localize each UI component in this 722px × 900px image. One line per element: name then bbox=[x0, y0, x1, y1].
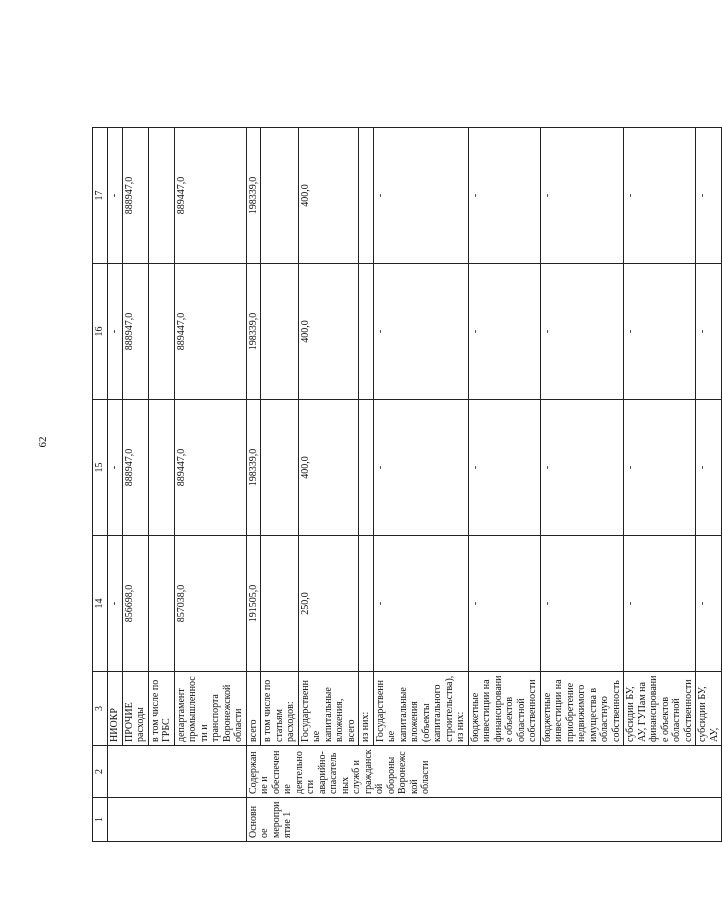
value-cell: 250,0 bbox=[298, 536, 359, 672]
value-cell: - bbox=[540, 128, 624, 264]
row-label-cell: бюджетные инвестиции на приобретение недвижимого имущества в областную собственность bbox=[540, 672, 624, 746]
value-cell bbox=[359, 400, 374, 536]
value-cell bbox=[261, 128, 299, 264]
value-cell: 857038,0 bbox=[174, 536, 246, 672]
value-cell: - bbox=[624, 264, 696, 400]
value-cell: - bbox=[540, 264, 624, 400]
row-label-cell: ПРОЧИЕ расходы bbox=[122, 672, 148, 746]
value-cell: - bbox=[468, 536, 540, 672]
row-label-cell: департамент промышленности и транспорта Воронежской области bbox=[174, 672, 246, 746]
header-cell: 2 bbox=[93, 746, 108, 798]
value-cell bbox=[359, 536, 374, 672]
value-cell: 888947,0 bbox=[122, 128, 148, 264]
value-cell: - bbox=[468, 264, 540, 400]
value-cell: 198339,0 bbox=[246, 128, 261, 264]
value-cell: - bbox=[108, 128, 123, 264]
value-cell: - bbox=[624, 128, 696, 264]
value-cell: 888947,0 bbox=[122, 400, 148, 536]
table-row bbox=[174, 128, 246, 842]
value-cell: - bbox=[624, 536, 696, 672]
row-label-cell: бюджетные инвестиции на финансирование объектов областной собственности bbox=[468, 672, 540, 746]
activity-label-cell: Основное мероприятие 1 bbox=[246, 798, 722, 842]
table-row bbox=[246, 128, 261, 842]
table-row bbox=[624, 128, 696, 842]
header-cell: 15 bbox=[93, 400, 108, 536]
value-cell: 198339,0 bbox=[246, 264, 261, 400]
rotated-table-container bbox=[92, 52, 720, 842]
value-cell: - bbox=[373, 400, 468, 536]
row-label-cell: из них: bbox=[359, 672, 374, 746]
header-row bbox=[93, 128, 108, 842]
value-cell: - bbox=[540, 536, 624, 672]
value-cell: 400,0 bbox=[298, 400, 359, 536]
value-cell: 191505,0 bbox=[246, 536, 261, 672]
table-row bbox=[359, 128, 374, 842]
table-row bbox=[108, 128, 123, 842]
value-cell: - bbox=[696, 264, 722, 400]
value-cell bbox=[148, 128, 174, 264]
table-row bbox=[261, 128, 299, 842]
table-row bbox=[468, 128, 540, 842]
row-label-cell: Государственные капитальные вложения (объекты капитального строительства), из них: bbox=[373, 672, 468, 746]
value-cell: - bbox=[696, 400, 722, 536]
value-cell: 889447,0 bbox=[174, 264, 246, 400]
row-label-cell: субсидии БУ, АУ, ГУПам на финансирование объектов областной собственности bbox=[624, 672, 696, 746]
row-label-cell: в том числе по статьям расходов: bbox=[261, 672, 299, 746]
page-number: 62 bbox=[37, 436, 49, 448]
header-cell: 1 bbox=[93, 798, 108, 842]
value-cell: - bbox=[468, 400, 540, 536]
row-label-cell: в том числе по ГРБС bbox=[148, 672, 174, 746]
value-cell: - bbox=[696, 536, 722, 672]
value-cell bbox=[261, 536, 299, 672]
value-cell bbox=[148, 264, 174, 400]
value-cell bbox=[359, 264, 374, 400]
value-cell: - bbox=[624, 400, 696, 536]
col1-empty-cell bbox=[108, 798, 247, 842]
value-cell: 889447,0 bbox=[174, 400, 246, 536]
value-cell bbox=[359, 128, 374, 264]
value-cell: - bbox=[108, 536, 123, 672]
value-cell: 400,0 bbox=[298, 128, 359, 264]
row-label-cell: субсидии БУ, АУ, bbox=[696, 672, 722, 746]
value-cell: 856698,0 bbox=[122, 536, 148, 672]
value-cell: - bbox=[373, 264, 468, 400]
row-label-cell: Государственные капитальные вложения, всего bbox=[298, 672, 359, 746]
budget-table bbox=[92, 127, 722, 842]
row-label-cell: всего bbox=[246, 672, 261, 746]
value-cell: 888947,0 bbox=[122, 264, 148, 400]
table-row bbox=[122, 128, 148, 842]
row-label-cell: НИОКР bbox=[108, 672, 123, 746]
header-cell: 3 bbox=[93, 672, 108, 746]
value-cell bbox=[148, 400, 174, 536]
value-cell: - bbox=[108, 264, 123, 400]
col2-empty-cell bbox=[108, 746, 247, 798]
header-cell: 16 bbox=[93, 264, 108, 400]
value-cell: - bbox=[373, 128, 468, 264]
value-cell: 198339,0 bbox=[246, 400, 261, 536]
table-row bbox=[298, 128, 359, 842]
header-cell: 14 bbox=[93, 536, 108, 672]
value-cell bbox=[261, 400, 299, 536]
value-cell: - bbox=[373, 536, 468, 672]
table-row bbox=[540, 128, 624, 842]
value-cell: - bbox=[696, 128, 722, 264]
header-cell: 17 bbox=[93, 128, 108, 264]
value-cell: - bbox=[108, 400, 123, 536]
table-row bbox=[148, 128, 174, 842]
value-cell: - bbox=[468, 128, 540, 264]
value-cell: - bbox=[540, 400, 624, 536]
value-cell bbox=[148, 536, 174, 672]
value-cell: 889447,0 bbox=[174, 128, 246, 264]
activity-name-cell: Содержание и обеспечение деятельности аварийно-спасательных служб и гражданской обороны Воронежской области bbox=[246, 746, 722, 798]
table-row bbox=[696, 128, 722, 842]
value-cell: 400,0 bbox=[298, 264, 359, 400]
value-cell bbox=[261, 264, 299, 400]
table-row bbox=[373, 128, 468, 842]
